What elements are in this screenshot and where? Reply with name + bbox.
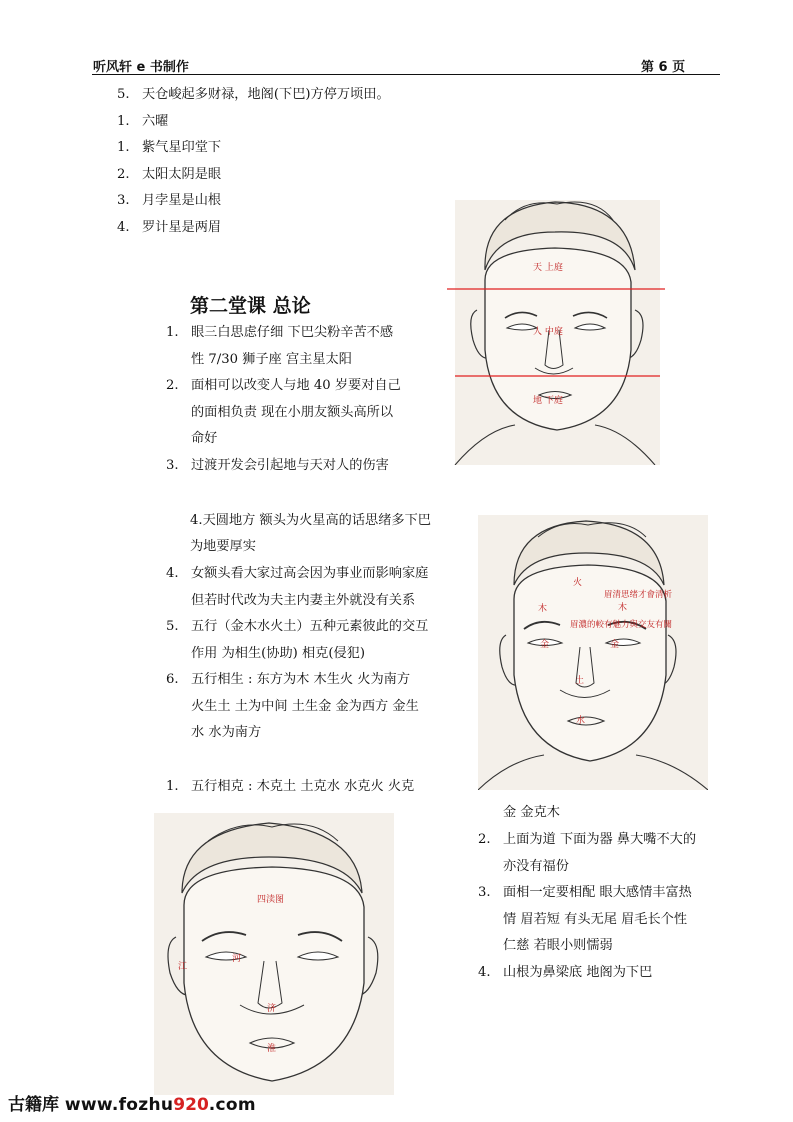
zone-label-middle: 人 中庭: [533, 327, 563, 337]
header-left: 听风轩 e 书制作: [93, 60, 189, 75]
list-item-line: 命好: [191, 431, 218, 446]
list-item-line: 作用 为相生(协助) 相克(侵犯): [191, 645, 366, 661]
right-list: [478, 827, 728, 986]
label-huai: 淮: [267, 1044, 277, 1054]
page-number: 第 6 页: [641, 60, 686, 75]
face-five-elements-illustration: [478, 515, 708, 790]
list-item-number: 2.: [117, 166, 130, 182]
list-item-line: 仁慈 若眼小则懦弱: [503, 938, 613, 953]
list-item-line: 火生土 土为中间 土生金 金为西方 金生: [191, 698, 419, 714]
list-item-number: 2.: [166, 378, 179, 393]
list-item: [166, 614, 456, 667]
label-wood-right: 木: [618, 603, 628, 613]
list-item-number: 4.: [117, 219, 130, 235]
list-item-number: 6.: [166, 672, 179, 687]
label-water: 水: [576, 716, 586, 726]
zone-label-top: 天 上庭: [533, 263, 563, 273]
list-item: 罗计星是两眉: [142, 219, 222, 235]
list-item-number: 3.: [166, 457, 179, 473]
face-three-zones-illustration: [445, 190, 670, 465]
list-item-line: 眼三白思虑仔细 下巴尖粉辛苦不感: [191, 325, 394, 340]
list-item-line: 女额头看大家过高会因为事业而影响家庭: [191, 566, 429, 581]
list-item: [166, 320, 436, 373]
list-item-number: 1.: [117, 113, 130, 129]
face-four-rivers-illustration: [154, 813, 394, 1095]
list-item-number: 1.: [166, 325, 179, 340]
list-item-line: 五行相克 : 木克土 土克水 水克火 火克: [191, 779, 415, 794]
label-ji: 济: [267, 1004, 277, 1014]
list-item-line: 的面相负责 现在小朋友额头高所以: [191, 404, 394, 420]
note-eyebrow-thick: 眉濃的較有魅力與交友有關: [570, 620, 673, 630]
list-item-line: 情 眉若短 有头无尾 眉毛长个性: [503, 911, 688, 927]
list-item-line: 面相可以改变人与地 40 岁要对自己: [191, 378, 401, 393]
list-item-number: 4.: [166, 566, 179, 581]
list-item-line: 但若时代改为夫主内妻主外就没有关系: [191, 592, 416, 608]
list-item: [478, 960, 728, 987]
label-metal-left: 金: [540, 640, 550, 650]
list-item-number: 4.: [478, 964, 491, 980]
list-item: 六曜: [142, 113, 169, 129]
footer-watermark: [8, 1090, 256, 1115]
label-metal-right: 金: [610, 640, 620, 650]
list-item: [166, 373, 436, 453]
header-rule: [92, 74, 720, 75]
list-item-line: 上面为道 下面为器 鼻大嘴不大的: [503, 832, 697, 847]
list-item-line: 性 7/30 狮子座 宫主星太阳: [191, 351, 352, 367]
paragraph-line: 4.天圆地方 额头为火星高的话思绪多下巴: [190, 513, 431, 528]
list-item-line: 山根为鼻梁底 地阁为下巴: [503, 964, 653, 980]
label-fire: 火: [573, 578, 583, 588]
note-eyebrow-clear: 眉清思绪才會清析: [604, 590, 673, 600]
list-item-number: 5.: [117, 87, 130, 102]
list-item-number: 3.: [478, 885, 491, 900]
list-item-line: 金 金克木: [503, 805, 560, 820]
list-item: [478, 880, 728, 960]
list-item: [166, 453, 436, 480]
top-list: [117, 82, 447, 241]
list-item: 太阳太阴是眼: [142, 166, 222, 182]
zone-label-bottom: 地 下庭: [533, 396, 563, 406]
label-earth: 土: [575, 676, 585, 686]
list-item-line: 面相一定要相配 眼大感情丰富热: [503, 885, 692, 900]
list-item: [166, 561, 456, 614]
list-item-number: 5.: [166, 619, 179, 634]
label-wood-left: 木: [538, 604, 548, 614]
label-he: 河: [232, 954, 242, 964]
list-item-line: 五行（金木水火土）五种元素彼此的交互: [191, 619, 429, 634]
list-item-number: 1.: [117, 140, 130, 155]
lesson-title: 第二堂课 总论: [190, 295, 311, 317]
list-item-line: 亦没有福份: [503, 858, 569, 874]
footer-brand: 古籍库: [8, 1095, 59, 1115]
list-item-line: 水 水为南方: [191, 725, 262, 740]
list-item: [166, 667, 456, 747]
list-item: 紫气星印堂下: [142, 140, 222, 155]
list-item: 月孛星是山根: [142, 193, 222, 208]
list-item-number: 2.: [478, 832, 491, 847]
footer-url-number: 920: [173, 1095, 209, 1115]
list-item-number: 1.: [166, 779, 179, 794]
paragraph-line: 为地要厚实: [190, 539, 256, 554]
label-four-rivers: 四渎图: [257, 895, 285, 905]
footer-url-prefix: www.fozhu: [64, 1095, 174, 1115]
middle-list: [166, 561, 456, 747]
list-item-line: 过渡开发会引起地与天对人的伤害: [191, 457, 389, 473]
list-item: [478, 827, 728, 880]
list-item: 天仓峻起多财禄，地阁(下巴)方停万顷田。: [142, 87, 390, 102]
list-item-number: 3.: [117, 193, 130, 208]
lesson-list: [166, 320, 436, 479]
footer-url-suffix: .com: [208, 1095, 256, 1115]
list-item-line: 五行相生 : 东方为木 木生火 火为南方: [191, 672, 411, 687]
label-jiang: 江: [178, 962, 188, 972]
